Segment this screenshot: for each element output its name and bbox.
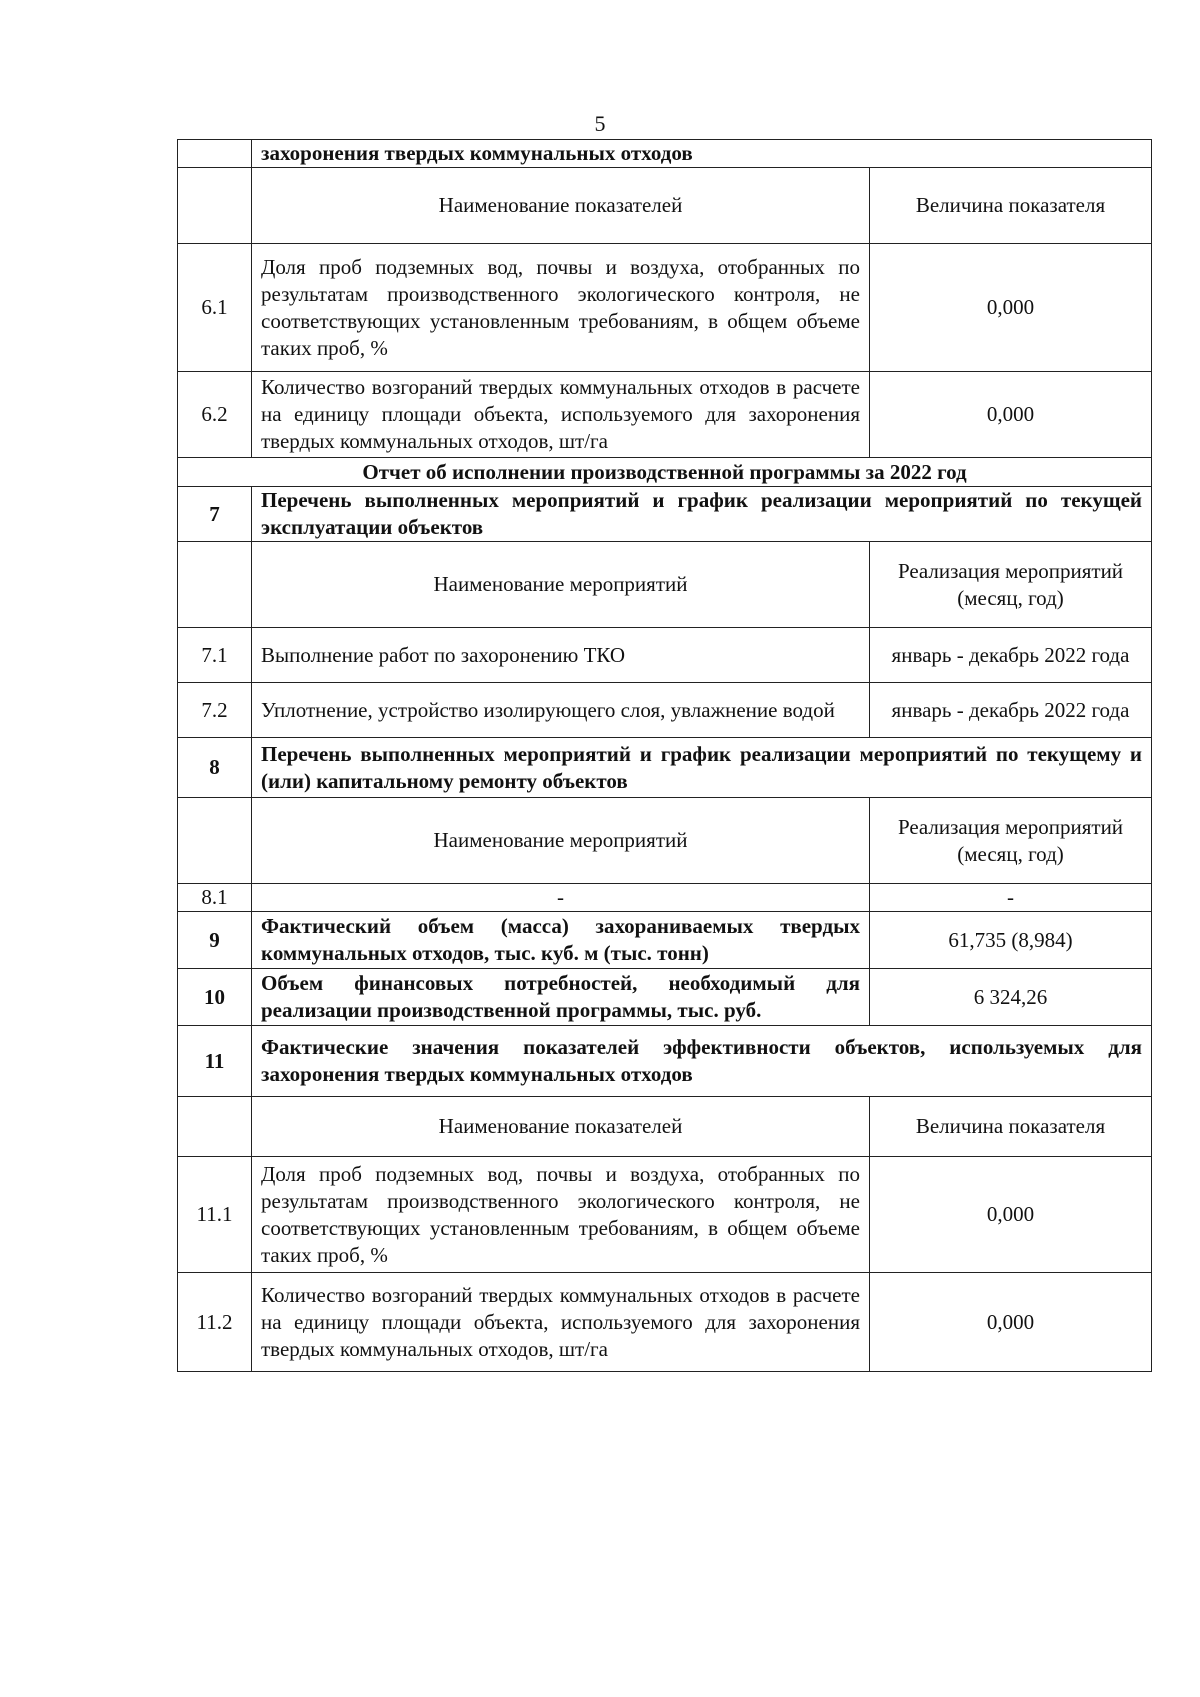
table-row [178, 1273, 1152, 1372]
row-text: - [252, 884, 870, 912]
row-text: Уплотнение, устройство изолирующего слоя, увлажнение водой [252, 683, 870, 738]
section-value: 61,735 (8,984) [869, 912, 1151, 969]
row-text: Доля проб подземных вод, почвы и воздуха, отобранных по результатам производственного экологического контроля, не соответствующих установленным требованиям, в общем объеме таких проб, % [252, 1157, 870, 1273]
row-number: 7.2 [178, 683, 252, 738]
heading-continuation-row [178, 140, 1152, 168]
table-row [178, 683, 1152, 738]
header-row [178, 542, 1152, 628]
row-number: 11.1 [178, 1157, 252, 1273]
table-row [178, 1157, 1152, 1273]
empty-num-cell [178, 1097, 252, 1157]
row-text: Выполнение работ по захоронению ТКО [252, 628, 870, 683]
header-value: Величина показателя [869, 168, 1151, 244]
row-value: 0,000 [869, 244, 1151, 372]
row-text: Количество возгораний твердых коммунальных отходов в расчете на единицу площади объекта, используемого для захоронения твердых коммунальных отходов, шт/га [252, 1273, 870, 1372]
header-value: Реализация мероприятий (месяц, год) [869, 542, 1151, 628]
header-name: Наименование мероприятий [252, 542, 870, 628]
section-7-row [178, 487, 1152, 542]
header-name: Наименование мероприятий [252, 798, 870, 884]
report-title-row [178, 458, 1152, 487]
table-row [178, 628, 1152, 683]
section-text: Объем финансовых потребностей, необходимый для реализации производственной программы, тыс. руб. [252, 969, 870, 1026]
header-row [178, 1097, 1152, 1157]
row-value: - [869, 884, 1151, 912]
section-title: Перечень выполненных мероприятий и график реализации мероприятий по текущему и (или) капитальному ремонту объектов [252, 738, 1152, 798]
table-row [178, 372, 1152, 458]
section-8-row [178, 738, 1152, 798]
row-number: 6.1 [178, 244, 252, 372]
header-row [178, 168, 1152, 244]
empty-num-cell [178, 542, 252, 628]
section-10-row [178, 969, 1152, 1026]
section-number: 11 [178, 1026, 252, 1097]
section-11-row [178, 1026, 1152, 1097]
empty-num-cell [178, 140, 252, 168]
row-value: январь - декабрь 2022 года [869, 628, 1151, 683]
row-number: 7.1 [178, 628, 252, 683]
empty-num-cell [178, 798, 252, 884]
row-value: 0,000 [869, 372, 1151, 458]
row-number: 11.2 [178, 1273, 252, 1372]
report-title: Отчет об исполнении производственной программы за 2022 год [178, 458, 1152, 487]
header-name: Наименование показателей [252, 168, 870, 244]
row-number: 6.2 [178, 372, 252, 458]
heading-continuation: захоронения твердых коммунальных отходов [252, 140, 1152, 168]
row-value: 0,000 [869, 1273, 1151, 1372]
table-row [178, 884, 1152, 912]
section-number: 8 [178, 738, 252, 798]
section-number: 7 [178, 487, 252, 542]
section-title: Перечень выполненных мероприятий и график реализации мероприятий по текущей эксплуатации объектов [252, 487, 1152, 542]
header-value: Величина показателя [869, 1097, 1151, 1157]
page-number: 5 [594, 111, 606, 136]
section-number: 9 [178, 912, 252, 969]
program-report-table [177, 139, 1152, 1372]
row-value: январь - декабрь 2022 года [869, 683, 1151, 738]
section-9-row [178, 912, 1152, 969]
row-value: 0,000 [869, 1157, 1151, 1273]
section-value: 6 324,26 [869, 969, 1151, 1026]
row-text: Количество возгораний твердых коммунальных отходов в расчете на единицу площади объекта, используемого для захоронения твердых коммунальных отходов, шт/га [252, 372, 870, 458]
header-row [178, 798, 1152, 884]
section-text: Фактический объем (масса) захораниваемых твердых коммунальных отходов, тыс. куб. м (тыс. тонн) [252, 912, 870, 969]
row-number: 8.1 [178, 884, 252, 912]
section-title: Фактические значения показателей эффективности объектов, используемых для захоронения твердых коммунальных отходов [252, 1026, 1152, 1097]
header-value: Реализация мероприятий (месяц, год) [869, 798, 1151, 884]
header-name: Наименование показателей [252, 1097, 870, 1157]
section-number: 10 [178, 969, 252, 1026]
table-row [178, 244, 1152, 372]
row-text: Доля проб подземных вод, почвы и воздуха, отобранных по результатам производственного экологического контроля, не соответствующих установленным требованиям, в общем объеме таких проб, % [252, 244, 870, 372]
empty-num-cell [178, 168, 252, 244]
